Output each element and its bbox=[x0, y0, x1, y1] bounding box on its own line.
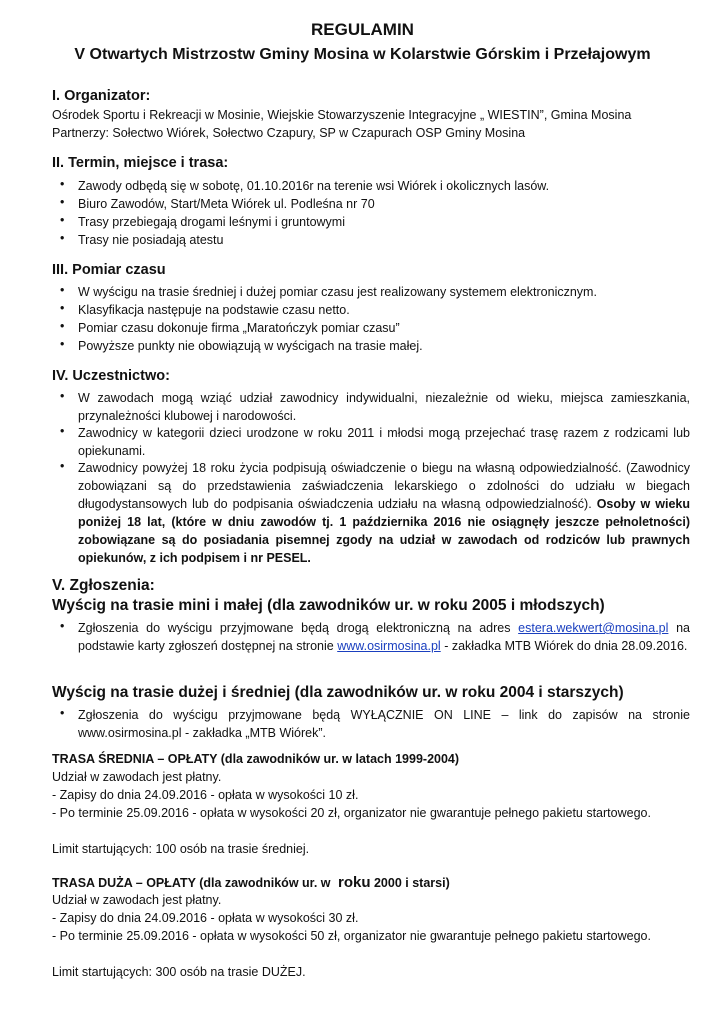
registration-heading: V. Zgłoszenia: bbox=[52, 577, 155, 594]
adult-statement-text: Zawodnicy powyżej 18 roku życia podpisują oświadczenie o biegu na własną odpowiedzialność. (Zawodnicy zobowiązani są do przedstawienia zaświadczenia lekarskiego o zdolności do udziału w biegach długodystansowych lub do podpisania oświadczenia udziału na własną odpowiedzialność). bbox=[78, 461, 690, 511]
list-item: Zgłoszenia do wyścigu przyjmowane będą WYŁĄCZNIE ON LINE – link do zapisów na stronie www.osirmosina.pl - zakładka „MTB Wiórek”. bbox=[78, 708, 690, 740]
medium-fees-line: - Po terminie 25.09.2016 - opłata w wysokości 20 zł, organizator nie gwarantuje pełnego pakietu startowego. bbox=[52, 806, 651, 820]
bullet-icon: • bbox=[60, 195, 65, 209]
list-item: Powyższe punkty nie obowiązują w wyścigach na trasie małej. bbox=[78, 339, 423, 353]
list-item: Klasyfikacja następuje na podstawie czasu netto. bbox=[78, 303, 350, 317]
term-heading: II. Termin, miejsce i trasa: bbox=[52, 155, 229, 171]
medium-fees-line: - Zapisy do dnia 24.09.2016 - opłata w wysokości 10 zł. bbox=[52, 788, 359, 802]
list-item: W zawodach mogą wziąć udział zawodnicy indywidualni, niezależnie od wieku, miejsca zamieszkania, przynależności klubowej i narodowości. bbox=[78, 391, 690, 423]
document-title: REGULAMIN bbox=[311, 20, 414, 39]
large-fees-heading-b: roku bbox=[337, 874, 371, 891]
list-item bbox=[78, 459, 690, 567]
bullet-icon: • bbox=[60, 424, 65, 438]
document-subtitle: V Otwartych Mistrzostw Gminy Mosina w Kolarstwie Górskim i Przełajowym bbox=[74, 46, 651, 63]
list-item: W wyścigu na trasie średniej i dużej pomiar czasu jest realizowany systemem elektronicznym. bbox=[78, 285, 597, 299]
list-item: Pomiar czasu dokonuje firma „Maratończyk pomiar czasu” bbox=[78, 321, 400, 335]
bullet-icon: • bbox=[60, 213, 65, 227]
bullet-icon: • bbox=[60, 389, 65, 403]
list-item: Zawody odbędą się w sobotę, 01.10.2016r na terenie wsi Wiórek i okolicznych lasów. bbox=[78, 179, 550, 193]
organizer-line: Ośrodek Sportu i Rekreacji w Mosinie, Wiejskie Stowarzyszenie Integracyjne „ WIESTIN”, Gmina Mosina bbox=[52, 108, 632, 122]
bullet-icon: • bbox=[60, 301, 65, 315]
mini-text-3: - zakładka MTB Wiórek do dnia 28.09.2016. bbox=[444, 639, 688, 653]
medium-limit-line: Limit startujących: 100 osób na trasie średniej. bbox=[52, 842, 310, 856]
bullet-icon: • bbox=[60, 283, 65, 297]
participants-heading: IV. Uczestnictwo: bbox=[52, 368, 170, 384]
email-link[interactable]: estera.wekwert@mosina.pl bbox=[518, 621, 669, 635]
mini-text-2: na podstawie karty zgłoszeń dostępnej na stronie bbox=[78, 621, 690, 653]
large-limit-line: Limit startujących: 300 osób na trasie DUŻEJ. bbox=[52, 965, 306, 979]
medium-fees-line: Udział w zawodach jest płatny. bbox=[52, 770, 222, 784]
minor-consent-text: Osoby w wieku poniżej 18 lat, (które w dniu zawodów tj. 1 października 2016 nie osiągnęły jeszcze pełnoletności) zobowiązane są do posiadania pisemnej zgody na udział w zawodach od rodziców lub prawnych opiekunów, z ich podpisem i nr PESEL. bbox=[78, 497, 690, 565]
bullet-icon: • bbox=[60, 319, 65, 333]
large-fees-heading-c: 2000 i starsi) bbox=[373, 876, 450, 890]
mini-text-1: Zgłoszenia do wyścigu przyjmowane będą drogą elektroniczną na adres bbox=[78, 621, 511, 635]
list-item bbox=[78, 619, 690, 655]
timing-heading: III. Pomiar czasu bbox=[52, 262, 166, 278]
big-race-heading: Wyścig na trasie dużej i średniej (dla zawodników ur. w roku 2004 i starszych) bbox=[52, 684, 624, 701]
mini-race-heading: Wyścig na trasie mini i małej (dla zawodników ur. w roku 2005 i młodszych) bbox=[52, 597, 605, 614]
list-item: Biuro Zawodów, Start/Meta Wiórek ul. Podleśna nr 70 bbox=[78, 197, 375, 211]
large-fees-line: - Zapisy do dnia 24.09.2016 - opłata w wysokości 30 zł. bbox=[52, 911, 359, 925]
partners-line: Partnerzy: Sołectwo Wiórek, Sołectwo Czapury, SP w Czapurach OSP Gminy Mosina bbox=[52, 126, 526, 140]
large-fees-heading bbox=[52, 874, 450, 891]
website-link[interactable]: www.osirmosina.pl bbox=[337, 639, 441, 653]
bullet-icon: • bbox=[60, 706, 65, 720]
list-item: Trasy nie posiadają atestu bbox=[78, 233, 224, 247]
bullet-icon: • bbox=[60, 619, 65, 633]
large-fees-line: - Po terminie 25.09.2016 - opłata w wysokości 50 zł, organizator nie gwarantuje pełnego pakietu startowego. bbox=[52, 929, 651, 943]
organizer-heading: I. Organizator: bbox=[52, 88, 151, 104]
large-fees-heading-a: TRASA DUŻA – OPŁATY (dla zawodników ur. w bbox=[52, 876, 331, 890]
bullet-icon: • bbox=[60, 459, 65, 473]
list-item: Trasy przebiegają drogami leśnymi i gruntowymi bbox=[78, 215, 345, 229]
list-item: Zawodnicy w kategorii dzieci urodzone w roku 2011 i młodsi mogą przejechać trasę razem z rodzicami lub opiekunami. bbox=[78, 426, 690, 458]
medium-fees-heading: TRASA ŚREDNIA – OPŁATY (dla zawodników ur. w latach 1999-2004) bbox=[52, 752, 460, 766]
large-fees-line: Udział w zawodach jest płatny. bbox=[52, 893, 222, 907]
bullet-icon: • bbox=[60, 231, 65, 245]
bullet-icon: • bbox=[60, 177, 65, 191]
bullet-icon: • bbox=[60, 337, 65, 351]
